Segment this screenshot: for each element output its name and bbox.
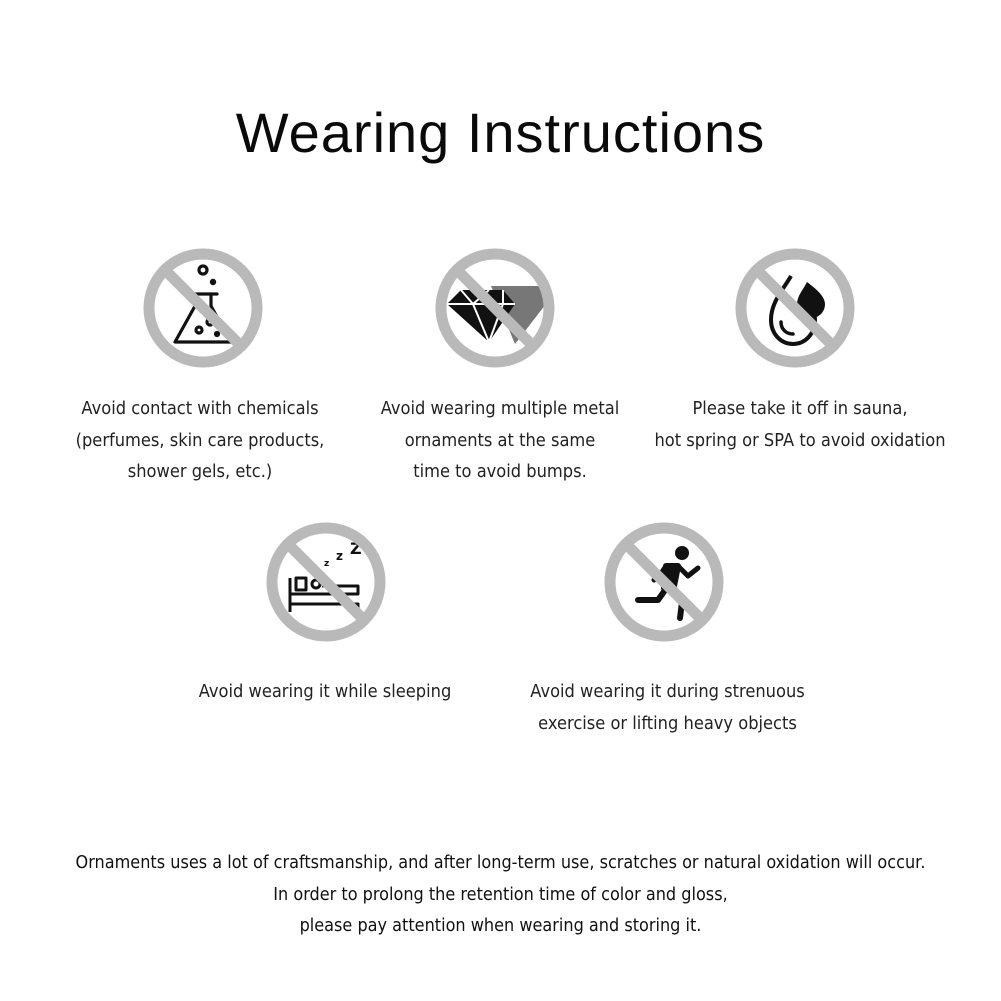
svg-text:z: z — [324, 559, 330, 569]
caption-line: Avoid wearing it during strenuous — [530, 682, 805, 702]
svg-text:Z: Z — [350, 539, 362, 558]
instruction-caption-chemicals — [61, 394, 340, 489]
instruction-caption-sleeping — [186, 677, 465, 709]
water-drop-icon — [733, 246, 857, 370]
caption-line: hot spring or SPA to avoid oxidation — [654, 430, 946, 451]
caption-line: (perfumes, skin care products, — [75, 430, 325, 451]
caption-line: Please take it off in sauna, — [692, 399, 908, 419]
page-title: Wearing Instructions — [235, 100, 766, 164]
running-person-icon — [602, 520, 726, 644]
instruction-caption-sauna — [642, 394, 958, 457]
caption-line: Avoid contact with chemicals — [81, 399, 319, 419]
care-note — [0, 848, 1001, 943]
instruction-caption-exercise — [521, 677, 814, 740]
caption-line: time to avoid bumps. — [413, 462, 587, 482]
diamond-icon — [433, 246, 557, 370]
care-note-line: please pay attention when wearing and storing it. — [299, 916, 702, 936]
caption-line: ornaments at the same — [404, 430, 596, 451]
care-note-line: Ornaments uses a lot of craftsmanship, and after long-term use, scratches or natural oxidation will occur. — [75, 853, 926, 873]
chemical-flask-icon — [141, 246, 265, 370]
care-note-line: In order to prolong the retention time of color and gloss, — [273, 884, 728, 905]
sleeping-bed-icon — [264, 520, 388, 644]
caption-line: Avoid wearing it while sleeping — [198, 682, 452, 702]
caption-line: Avoid wearing multiple metal — [380, 399, 620, 419]
caption-line: shower gels, etc.) — [127, 462, 273, 482]
instruction-caption-metal — [361, 394, 640, 489]
svg-text:z: z — [336, 549, 343, 563]
caption-line: exercise or lifting heavy objects — [538, 713, 797, 734]
